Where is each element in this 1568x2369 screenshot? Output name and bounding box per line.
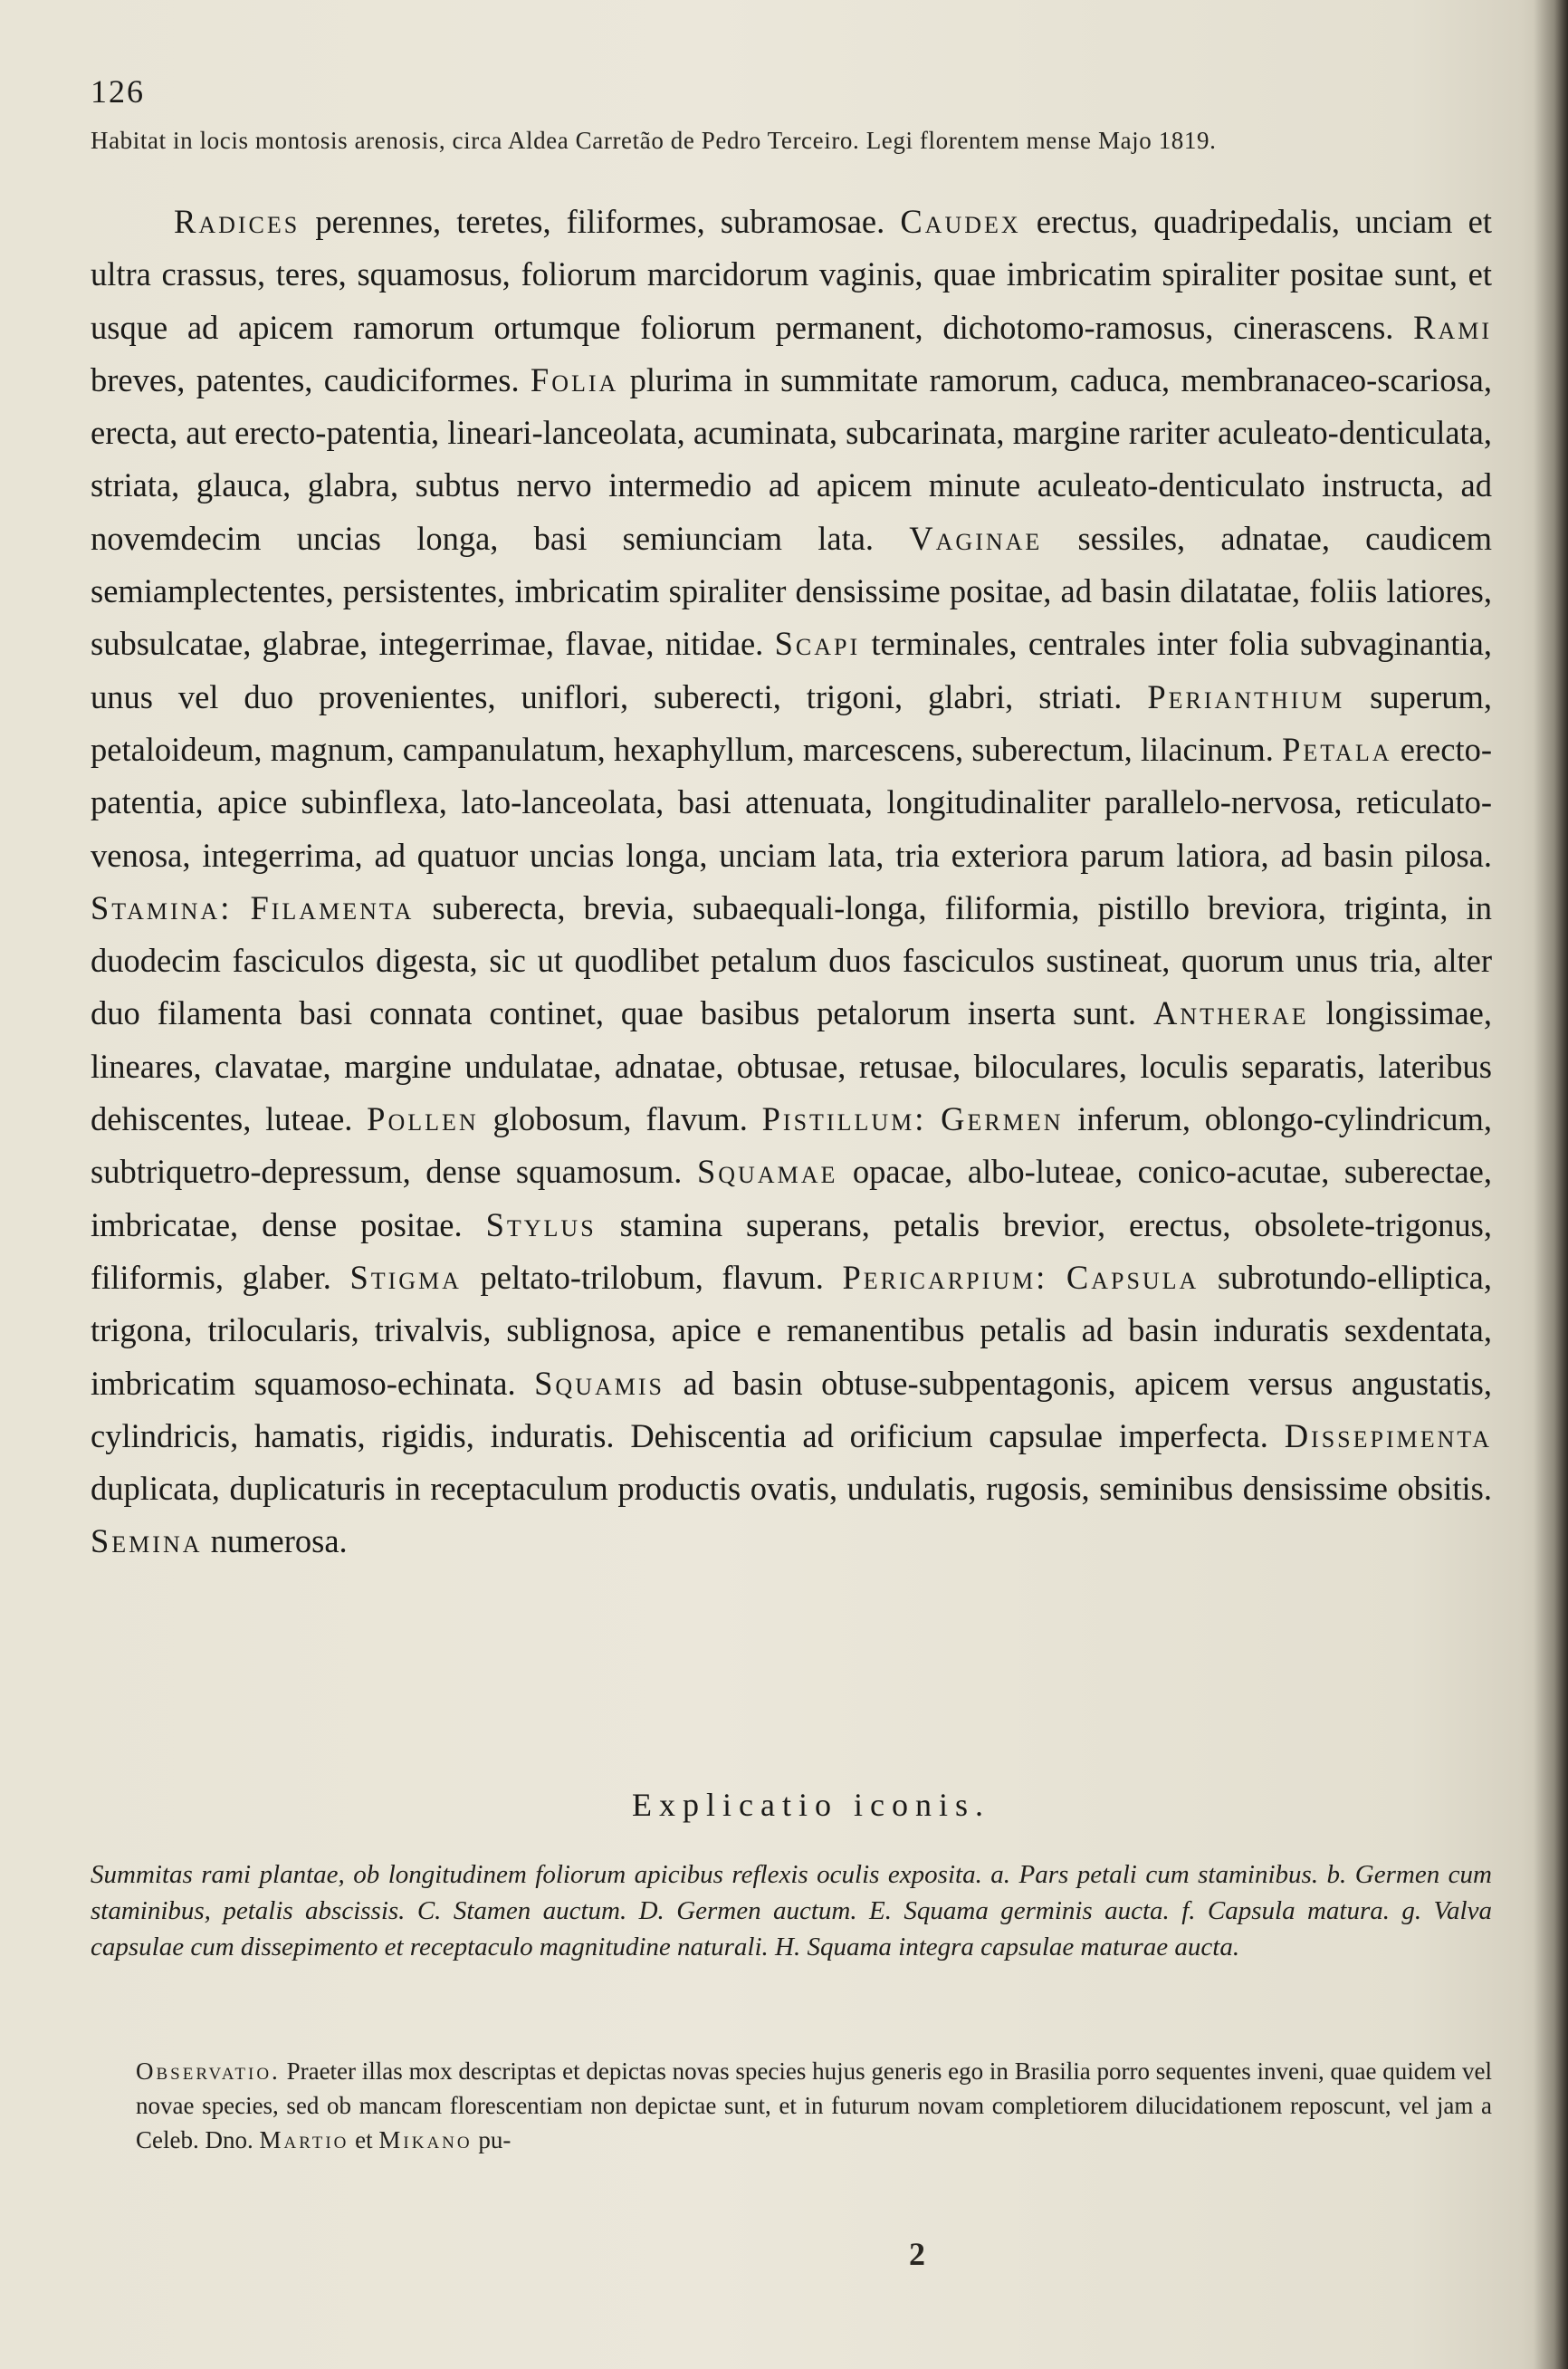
text-folia: plurima in summitate ramorum, caduca, membranaceo-scariosa, erecta, aut erecto-patentia, lineari-lanceolata, acuminata, subcarinata, margine rariter aculeato-denticulata, striata, glauca, glabra, subtus nervo intermedio ad apicem minute aculeato-denticulato instructa, ad novemdecim uncias longa, basi semiunciam lata. [91,360,1492,557]
label-squamis: Squamis [534,1364,664,1402]
species-description [91,196,1492,1568]
label-scapi: Scapi [774,625,861,663]
observatio-label: Observatio. [136,2057,281,2085]
text-perianthium: superum, petaloideum, magnum, campanulatum, hexaphyllum, marcescens, suberectum, lilacinum. [91,677,1492,768]
label-filamenta: Filamenta [250,888,415,926]
label-folia: Folia [530,360,619,398]
label-semina: Semina [91,1522,203,1560]
text-caudex: erectus, quadripedalis, unciam et ultra crassus, teres, squamosus, foliorum marcidorum vaginis, quae imbricatim spiraliter positae sunt, et usque ad apicem ramorum ortumque foliorum permanent, dichotomo-ramosus, cinerascens. [91,203,1492,346]
label-pollen: Pollen [367,1100,479,1138]
label-germen: Germen [941,1100,1064,1138]
text-filamenta: suberecta, brevia, subaequali-longa, filiformia, pistillo breviora, triginta, in duodecim fasciculos digesta, sic ut quodlibet petalum duos fasciculos sustineat, quorum unus tria, alter duo filamenta basi connata continet, quae basibus petalorum inserta sunt. [91,888,1492,1032]
text-vaginae: sessiles, adnatae, caudicem semiamplectentes, persistentes, imbricatim spiraliter densissime positae, ad basin dilatatae, foliis latiores, subsulcatae, glabrae, integerrimae, flavae, nitidae. [91,519,1493,663]
signature-mark: 2 [909,2236,925,2272]
text-scapi: terminales, centrales inter folia subvaginantia, unus vel duo provenientes, uniflori, suberecti, trigoni, glabri, striati. [91,625,1492,715]
label-pistillum: Pistillum: [761,1100,927,1138]
text-radices: perennes, teretes, filiformes, subramosae. [300,203,901,240]
label-antherae: Antherae [1152,994,1309,1032]
observatio-text-2: et [349,2126,379,2153]
label-capsula: Capsula [1066,1258,1200,1296]
label-stamina: Stamina: [91,888,233,926]
label-squamae: Squamae [696,1153,838,1191]
label-pericarpium: Pericarpium: [842,1258,1048,1296]
text-petala: erecto-patentia, apice subinflexa, lato-lanceolata, basi attenuata, longitudinaliter parallelo-nervosa, reticulato-venosa, integerrima, ad quatuor uncias longa, unciam lata, tria exteriora parum latiora, ad basin pilosa. [91,730,1492,874]
text-semina: numerosa. [202,1522,348,1560]
observatio-text-1: Praeter illas mox descriptas et depictas novas species hujus generis ego in Brasilia porro sequentes inveni, quae quidem vel novae species, sed ob mancam florescentiam non depictae sunt, et in futurum novam completiorem dilucidationem reposcunt, vel jam a Celeb. Dno. [136,2057,1492,2153]
observatio-paragraph [136,2054,1492,2157]
text-dissepimenta: duplicata, duplicaturis in receptaculum productis ovatis, undulatis, rugosis, seminibus densissime obsitis. [91,1470,1492,1508]
explicatio-heading: Explicatio iconis. [632,1787,990,1823]
text-stigma: peltato-trilobum, flavum. [461,1258,843,1296]
text-rami: breves, patentes, caudiciformes. [91,360,531,398]
page-edge-shadow [1534,0,1568,2369]
label-stigma: Stigma [349,1258,462,1296]
label-perianthium: Perianthium [1147,677,1345,715]
text-pollen: globosum, flavum. [478,1100,762,1138]
label-caudex: Caudex [900,203,1021,240]
label-dissepimenta: Dissepimenta [1284,1416,1492,1454]
label-radices: Radices [174,203,301,240]
text-squamae: opacae, albo-luteae, conico-acutae, suberectae, imbricatae, dense positae. [91,1153,1492,1243]
text-stylus: stamina superans, petalis brevior, erectus, obsolete-trigonus, filiformis, glaber. [91,1205,1493,1296]
label-vaginae: Vaginae [909,519,1043,557]
observatio-martio: Martio [259,2126,349,2153]
label-rami: Rami [1413,308,1492,346]
observatio-mikano: Mikano [378,2126,473,2153]
label-petala: Petala [1282,730,1392,768]
text-germen: inferum, oblongo-cylindricum, subtriquetro-depressum, dense squamosum. [91,1100,1493,1191]
label-stylus: Stylus [485,1205,597,1243]
habitat-line: Habitat in locis montosis arenosis, circa Aldea Carretão de Pedro Terceiro. Legi florentem mense Majo 1819. [91,127,1217,154]
observatio-text-3: pu- [472,2126,512,2153]
text-capsula: subrotundo-elliptica, trigona, trilocularis, trivalvis, sublignosa, apice e remanentibus petalis ad basin induratis sexdentata, imbricatim squamoso-echinata. [91,1258,1492,1402]
explicatio-iconis-text: Summitas rami plantae, ob longitudinem foliorum apicibus reflexis oculis exposita. a. Pars petali cum staminibus. b. Germen cum staminibus, petalis abscissis. C. Stamen auctum. D. Germen auctum. E. Squama germinis aucta. f. Capsula matura. g. Valva capsulae cum dissepimento et receptaculo magnitudine naturali. H. Squama integra capsulae maturae aucta. [91,1860,1492,1961]
page-number: 126 [91,73,145,110]
text-squamis: ad basin obtuse-subpentagonis, apicem versus angustatis, cylindricis, hamatis, rigidis, induratis. Dehiscentia ad orificium capsulae imperfecta. [91,1364,1492,1454]
text-antherae: longissimae, lineares, clavatae, margine undulatae, adnatae, obtusae, retusae, biloculares, loculis separatis, lateribus dehiscentes, luteae. [91,994,1492,1138]
